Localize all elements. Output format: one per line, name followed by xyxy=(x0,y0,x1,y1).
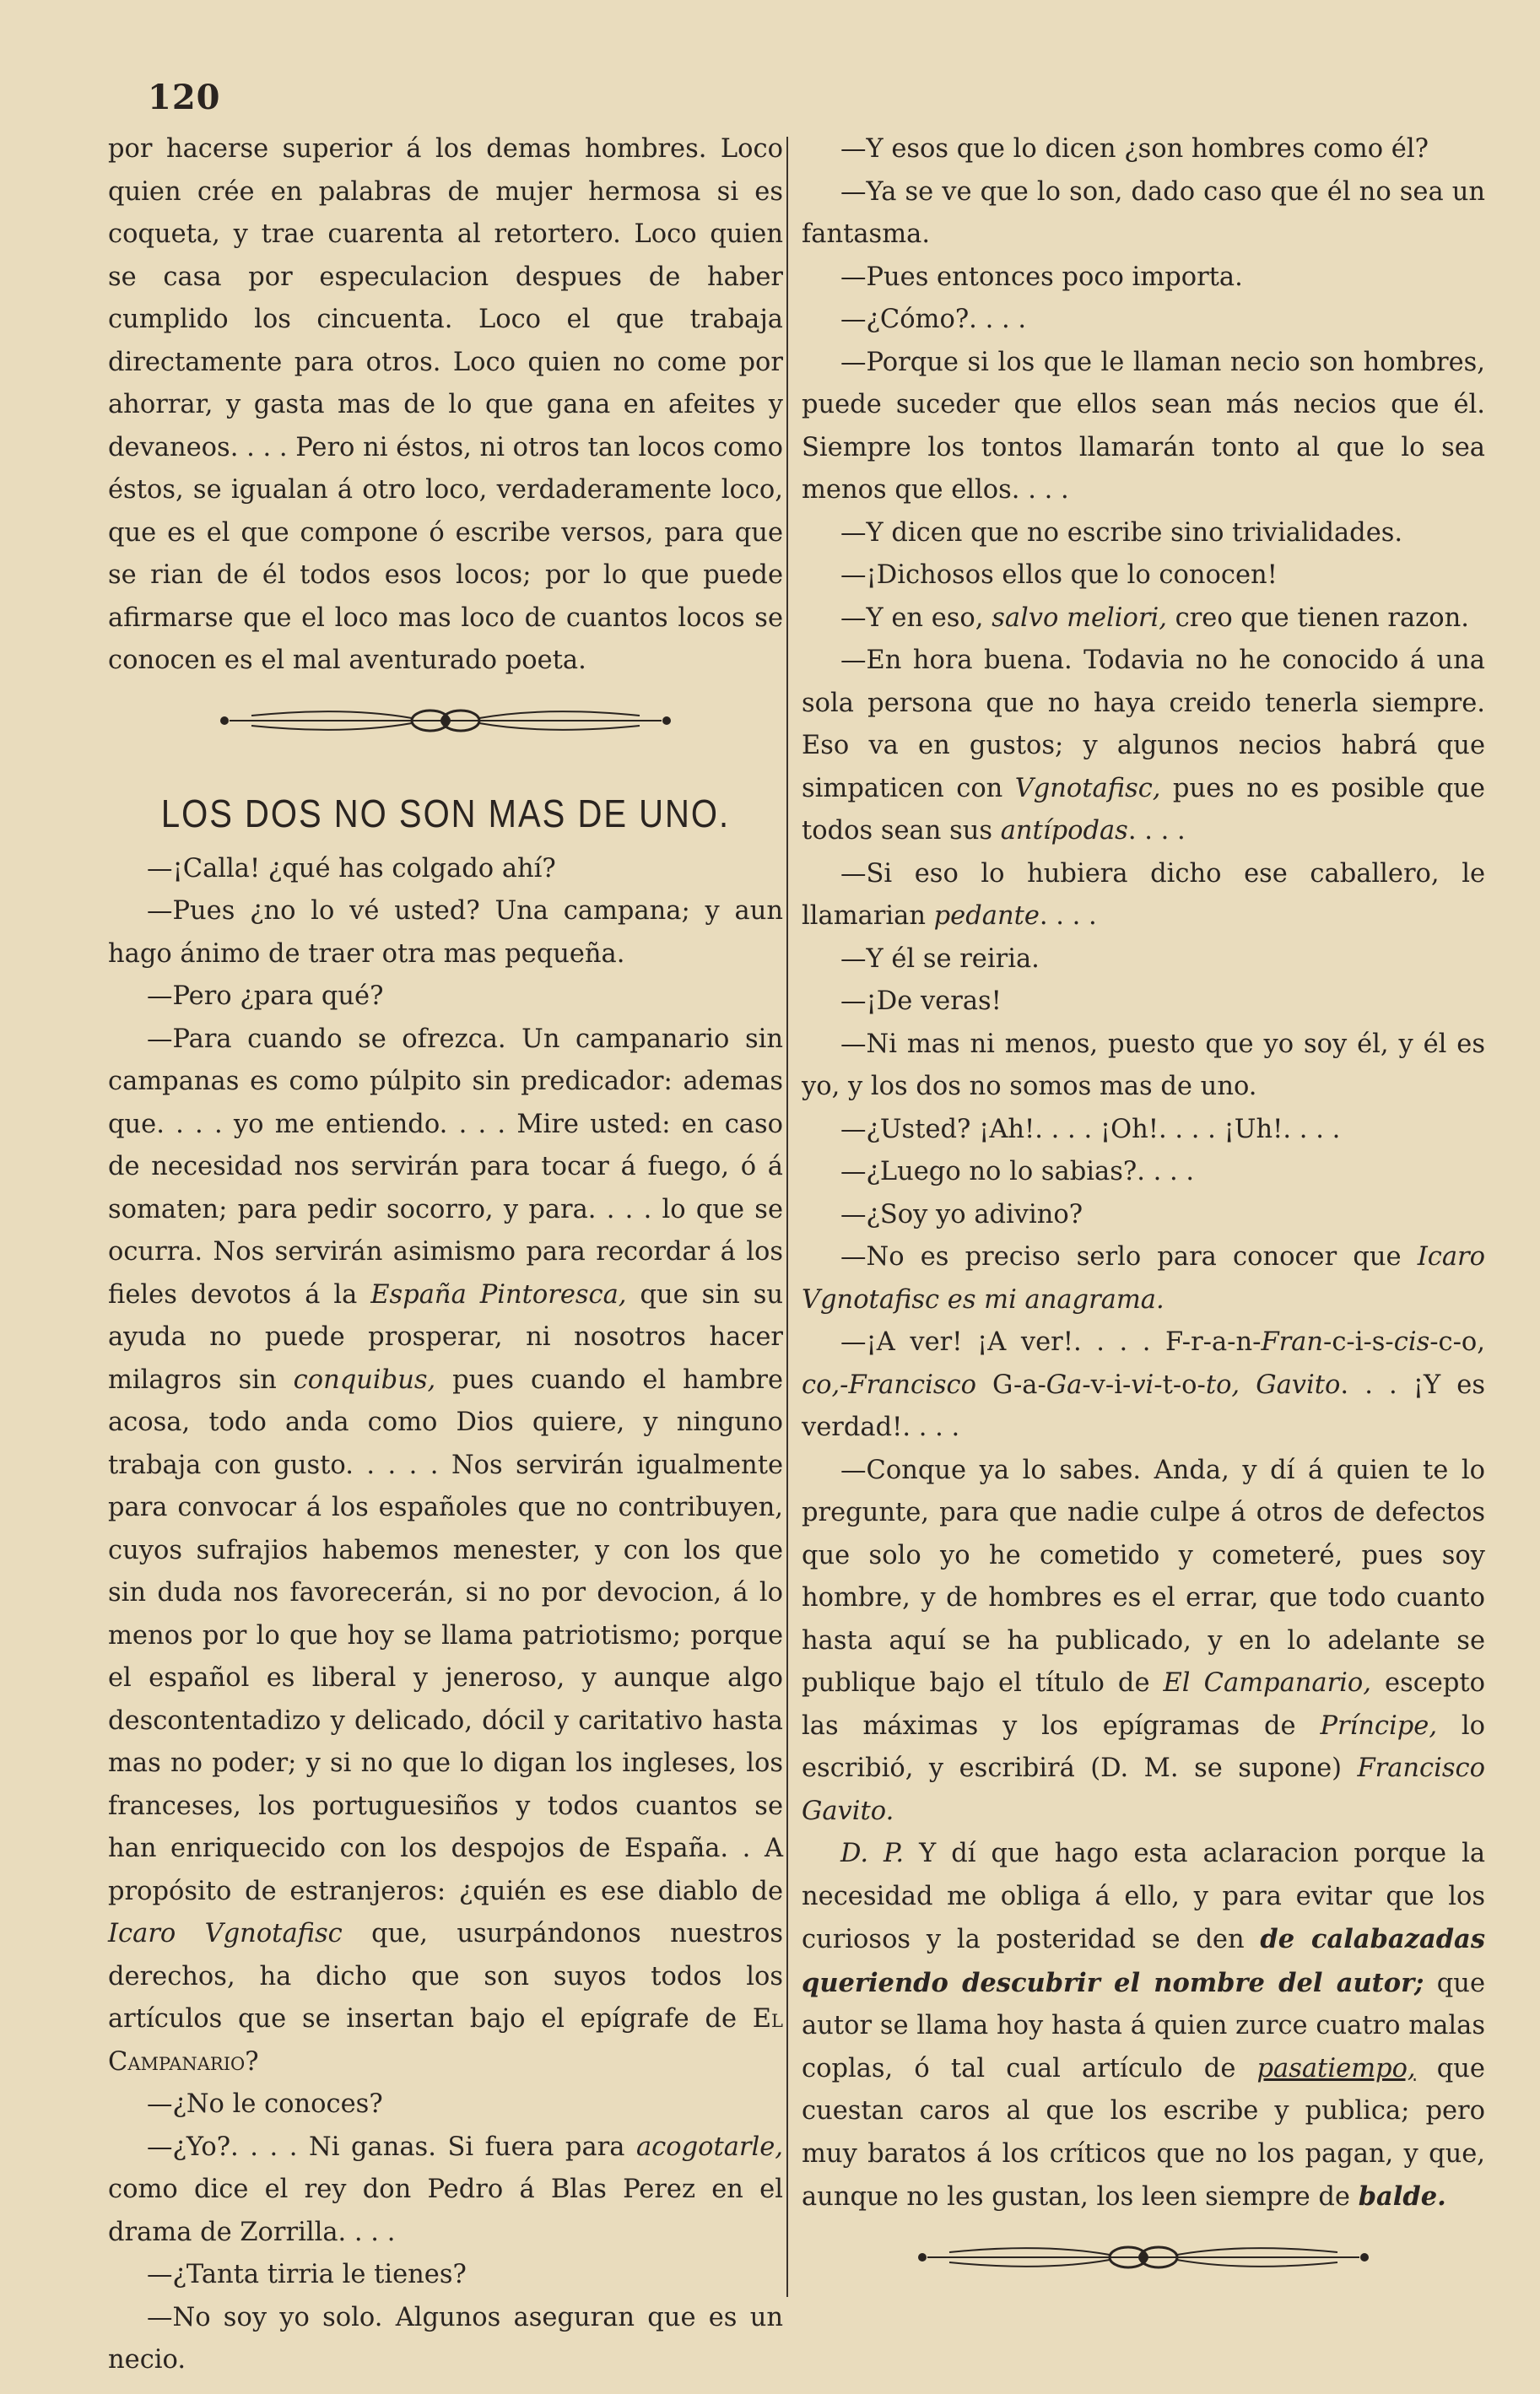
text-run: como dice el rey don Pedro á Blas Perez en el drama de Zorrilla. . . . xyxy=(108,2175,783,2247)
italic-text: pasatiempo, xyxy=(1256,2053,1416,2083)
text-run: que sin su ayuda no puede prosperar, ni nosotros hacer milagros sin xyxy=(108,1279,783,1395)
paragraph: —¿Soy yo adivino? xyxy=(840,1199,1083,1229)
small-caps-text: El Campanario xyxy=(108,2004,783,2077)
column-rule xyxy=(786,137,788,2297)
italic-text: vi xyxy=(1131,1370,1154,1400)
paragraph: —¿Usted? ¡Ah!. . . . ¡Oh!. . . . ¡Uh!. . . . xyxy=(840,1114,1341,1144)
paragraph xyxy=(108,1019,783,2084)
text-run: -t-o- xyxy=(1154,1370,1206,1400)
paragraph xyxy=(802,1450,1485,1834)
text-run: . . . ¡Y es verdad!. . . . xyxy=(802,1370,1485,1442)
italic-text: antípodas xyxy=(1000,816,1128,846)
text-run: —Para cuando se ofrezca. Un campanario sin campanas es como púlpito sin predicador: ademas que. . . . yo me entiendo. . . . Mire usted: en caso de necesidad nos servirán para tocar á fuego, ó á somaten; para pedir socorro, y para. . . . lo que se ocurra. Nos servirán asimismo para recordar á los fieles devotos á la xyxy=(108,1024,783,1310)
text-run: lo escribió, y escribirá (D. M. se supone) xyxy=(802,1710,1486,1783)
paragraph: —Ya se ve que lo son, dado caso que él no sea un fantasma. xyxy=(802,176,1485,249)
text-run: —Y en eso, xyxy=(840,603,992,633)
text-run: Y dí que hago esta aclaracion porque la necesidad me obliga á ello, y para evitar que los curiosos y la posteridad se den xyxy=(802,1839,1486,1954)
paragraph: —¿Luego no lo sabias?. . . . xyxy=(840,1157,1195,1186)
paragraph: —Y dicen que no escribe sino trivialidades. xyxy=(840,517,1403,548)
text-run: —No es preciso serlo para conocer que xyxy=(840,1242,1418,1272)
text-run: -c-o, xyxy=(1429,1327,1485,1357)
paragraph xyxy=(108,128,783,683)
ornament-divider-icon xyxy=(802,2219,1485,2305)
text-run: pues cuando el hambre acosa, todo anda como Dios quiere, y ninguno trabaja con gusto. . . . . Nos servirán igualmente para convocar á los españoles que no contribuyen, cuyos sufrajios habemos menester, y con los que sin duda nos favorecerán, si no por devocion, á lo menos por lo que hoy se llama patriotismo; porque el español es liberal y jeneroso, y aunque algo descontentadizo y delicado, dócil y caritativo hasta mas no poder; y si no que lo digan los ingleses, los franceses, los portuguesiños y todos cuantos se han enriquecido con los despojos de España. . A propósito de estranjeros: ¿quién es ese diablo de xyxy=(108,1365,783,1906)
text-run: que cuestan caros al que los escribe y publica; pero muy baratos á los críticos que no los pagan, y que, aunque no les gustan, los leen siempre de xyxy=(802,2053,1485,2212)
text-run: —Conque ya lo sabes. Anda, y dí á quien te lo pregunte, para que nadie culpe á otros de defectos que solo yo he cometido y cometeré, pues soy hombre, y de hombres es el errar, que todo cuanto hasta aquí se ha publicado, y en lo adelante se publique bajo el título de xyxy=(802,1455,1485,1698)
text-run: por hacerse superior á los demas hombres. Loco quien crée en palabras de mujer hermosa si es coqueta, y trae cuarenta al retortero. Loco quien se casa por especulacion despues de haber cumplido los cincuenta. Loco el que trabaja directamente para otros. Loco quien no come por ahorrar, y gasta mas de lo que gana en afeites y devaneos. . . . Pero ni éstos, ni otros tan locos como éstos, se igualan á otro loco, verdaderamente loco, que es el que compone ó escribe versos, para que se rian de él todos esos locos; por lo que puede afirmarse que el loco mas loco de cuantos locos se conocen es el mal aventurado poeta. xyxy=(108,134,783,675)
text-run: . . . . xyxy=(1039,901,1097,931)
text-run: creo que tienen razon. xyxy=(1166,603,1469,633)
italic-text: Icaro Vgnotafisc es mi anagrama. xyxy=(802,1242,1485,1315)
text-run: —¡A ver! ¡A ver!. . . . F-r-a-n- xyxy=(840,1327,1262,1357)
paragraph xyxy=(802,853,1485,938)
italic-text: to, Gavito xyxy=(1205,1370,1341,1400)
italic-text: Francisco Gavito. xyxy=(802,1754,1485,1826)
italic-text: balde. xyxy=(1358,2181,1446,2212)
paragraph xyxy=(802,597,1485,640)
paragraph: —No soy yo solo. Algunos aseguran que es un necio. xyxy=(108,2302,783,2375)
paragraph xyxy=(802,1833,1485,2219)
italic-text: co,-Francisco xyxy=(802,1370,976,1400)
italic-text: acogotarle, xyxy=(635,2132,783,2162)
paragraph: —¡Dichosos ellos que lo conocen! xyxy=(840,560,1278,590)
italic-text: Ga xyxy=(1046,1370,1083,1400)
text-run: -c-i-s- xyxy=(1323,1327,1394,1357)
paragraph: —¡Calla! ¿qué has colgado ahí? xyxy=(147,853,556,884)
text-run: pues no es posible que todos sean sus xyxy=(802,773,1485,846)
ornament-divider-icon xyxy=(108,683,783,769)
italic-text: Icaro Vgnotafisc xyxy=(108,1919,343,1948)
text-run: escepto las máximas y los epígramas de xyxy=(802,1668,1485,1741)
paragraph: —¿No le conoces? xyxy=(147,2089,383,2119)
text-run: -v-i- xyxy=(1082,1370,1132,1400)
paragraph: —Y esos que lo dicen ¿son hombres como él? xyxy=(840,134,1429,164)
italic-text: El Campanario, xyxy=(1163,1668,1371,1698)
italic-text: Fran xyxy=(1261,1327,1324,1357)
paragraph: —¡De veras! xyxy=(840,986,1002,1016)
italic-text: salvo meliori, xyxy=(992,603,1167,633)
text-run: —¿Yo?. . . . Ni ganas. Si fuera para xyxy=(147,2132,636,2162)
paragraph: —Ni mas ni menos, puesto que yo soy él, y él es yo, y los dos no somos mas de uno. xyxy=(802,1029,1485,1101)
text-run: que, usurpándonos nuestros derechos, ha dicho que son suyos todos los artículos que se insertan bajo el epígrafe de xyxy=(108,1919,783,2034)
paragraph xyxy=(108,2126,783,2255)
paragraph: —Y él se reiria. xyxy=(840,943,1040,974)
page-number: 120 xyxy=(148,78,221,117)
paragraph: —Pues ¿no lo vé usted? Una campana; y aun hago ánimo de traer otra mas pequeña. xyxy=(108,896,783,969)
italic-text: D. P. xyxy=(840,1839,905,1868)
text-run: —En hora buena. Todavia no he conocido á una sola persona que no haya creido tenerla siempre. Eso va en gustos; y algunos necios habrá que simpaticen con xyxy=(802,646,1485,803)
italic-text: España Pintoresca, xyxy=(370,1279,627,1310)
italic-text: conquibus, xyxy=(293,1365,436,1395)
italic-text: cis xyxy=(1393,1327,1430,1357)
paragraph: —Pues entonces poco importa. xyxy=(840,262,1243,292)
italic-text: de calabazadas queriendo descubrir el nombre del autor; xyxy=(802,1924,1485,1998)
text-run: . . . . xyxy=(1127,816,1186,846)
text-run: —Si eso lo hubiera dicho ese caballero, le llamarian xyxy=(802,858,1485,931)
paragraph: —Pero ¿para qué? xyxy=(147,981,384,1011)
section-title: LOS DOS NO SON MAS DE UNO. xyxy=(160,792,731,835)
paragraph xyxy=(802,640,1485,853)
paragraph xyxy=(802,1321,1485,1450)
italic-text: pedante xyxy=(933,901,1040,931)
text-run: ? xyxy=(245,2046,259,2077)
paragraph: —¿Cómo?. . . . xyxy=(840,305,1027,334)
paragraph xyxy=(802,1236,1485,1321)
italic-text: Vgnotafisc, xyxy=(1014,773,1161,803)
text-run: G-a- xyxy=(975,1370,1046,1400)
paragraph: —Porque si los que le llaman necio son hombres, puede suceder que ellos sean más necios que él. Siempre los tontos llamarán tonto al que lo sea menos que ellos. . . . xyxy=(802,347,1485,505)
left-column xyxy=(108,128,783,2382)
text-run: que autor se llama hoy hasta á quien zurce cuatro malas coplas, ó tal cual artículo de xyxy=(802,1968,1485,2083)
italic-text: Príncipe, xyxy=(1320,1710,1438,1741)
right-column xyxy=(802,128,1485,2305)
paragraph: —¿Tanta tirria le tienes? xyxy=(147,2260,467,2289)
